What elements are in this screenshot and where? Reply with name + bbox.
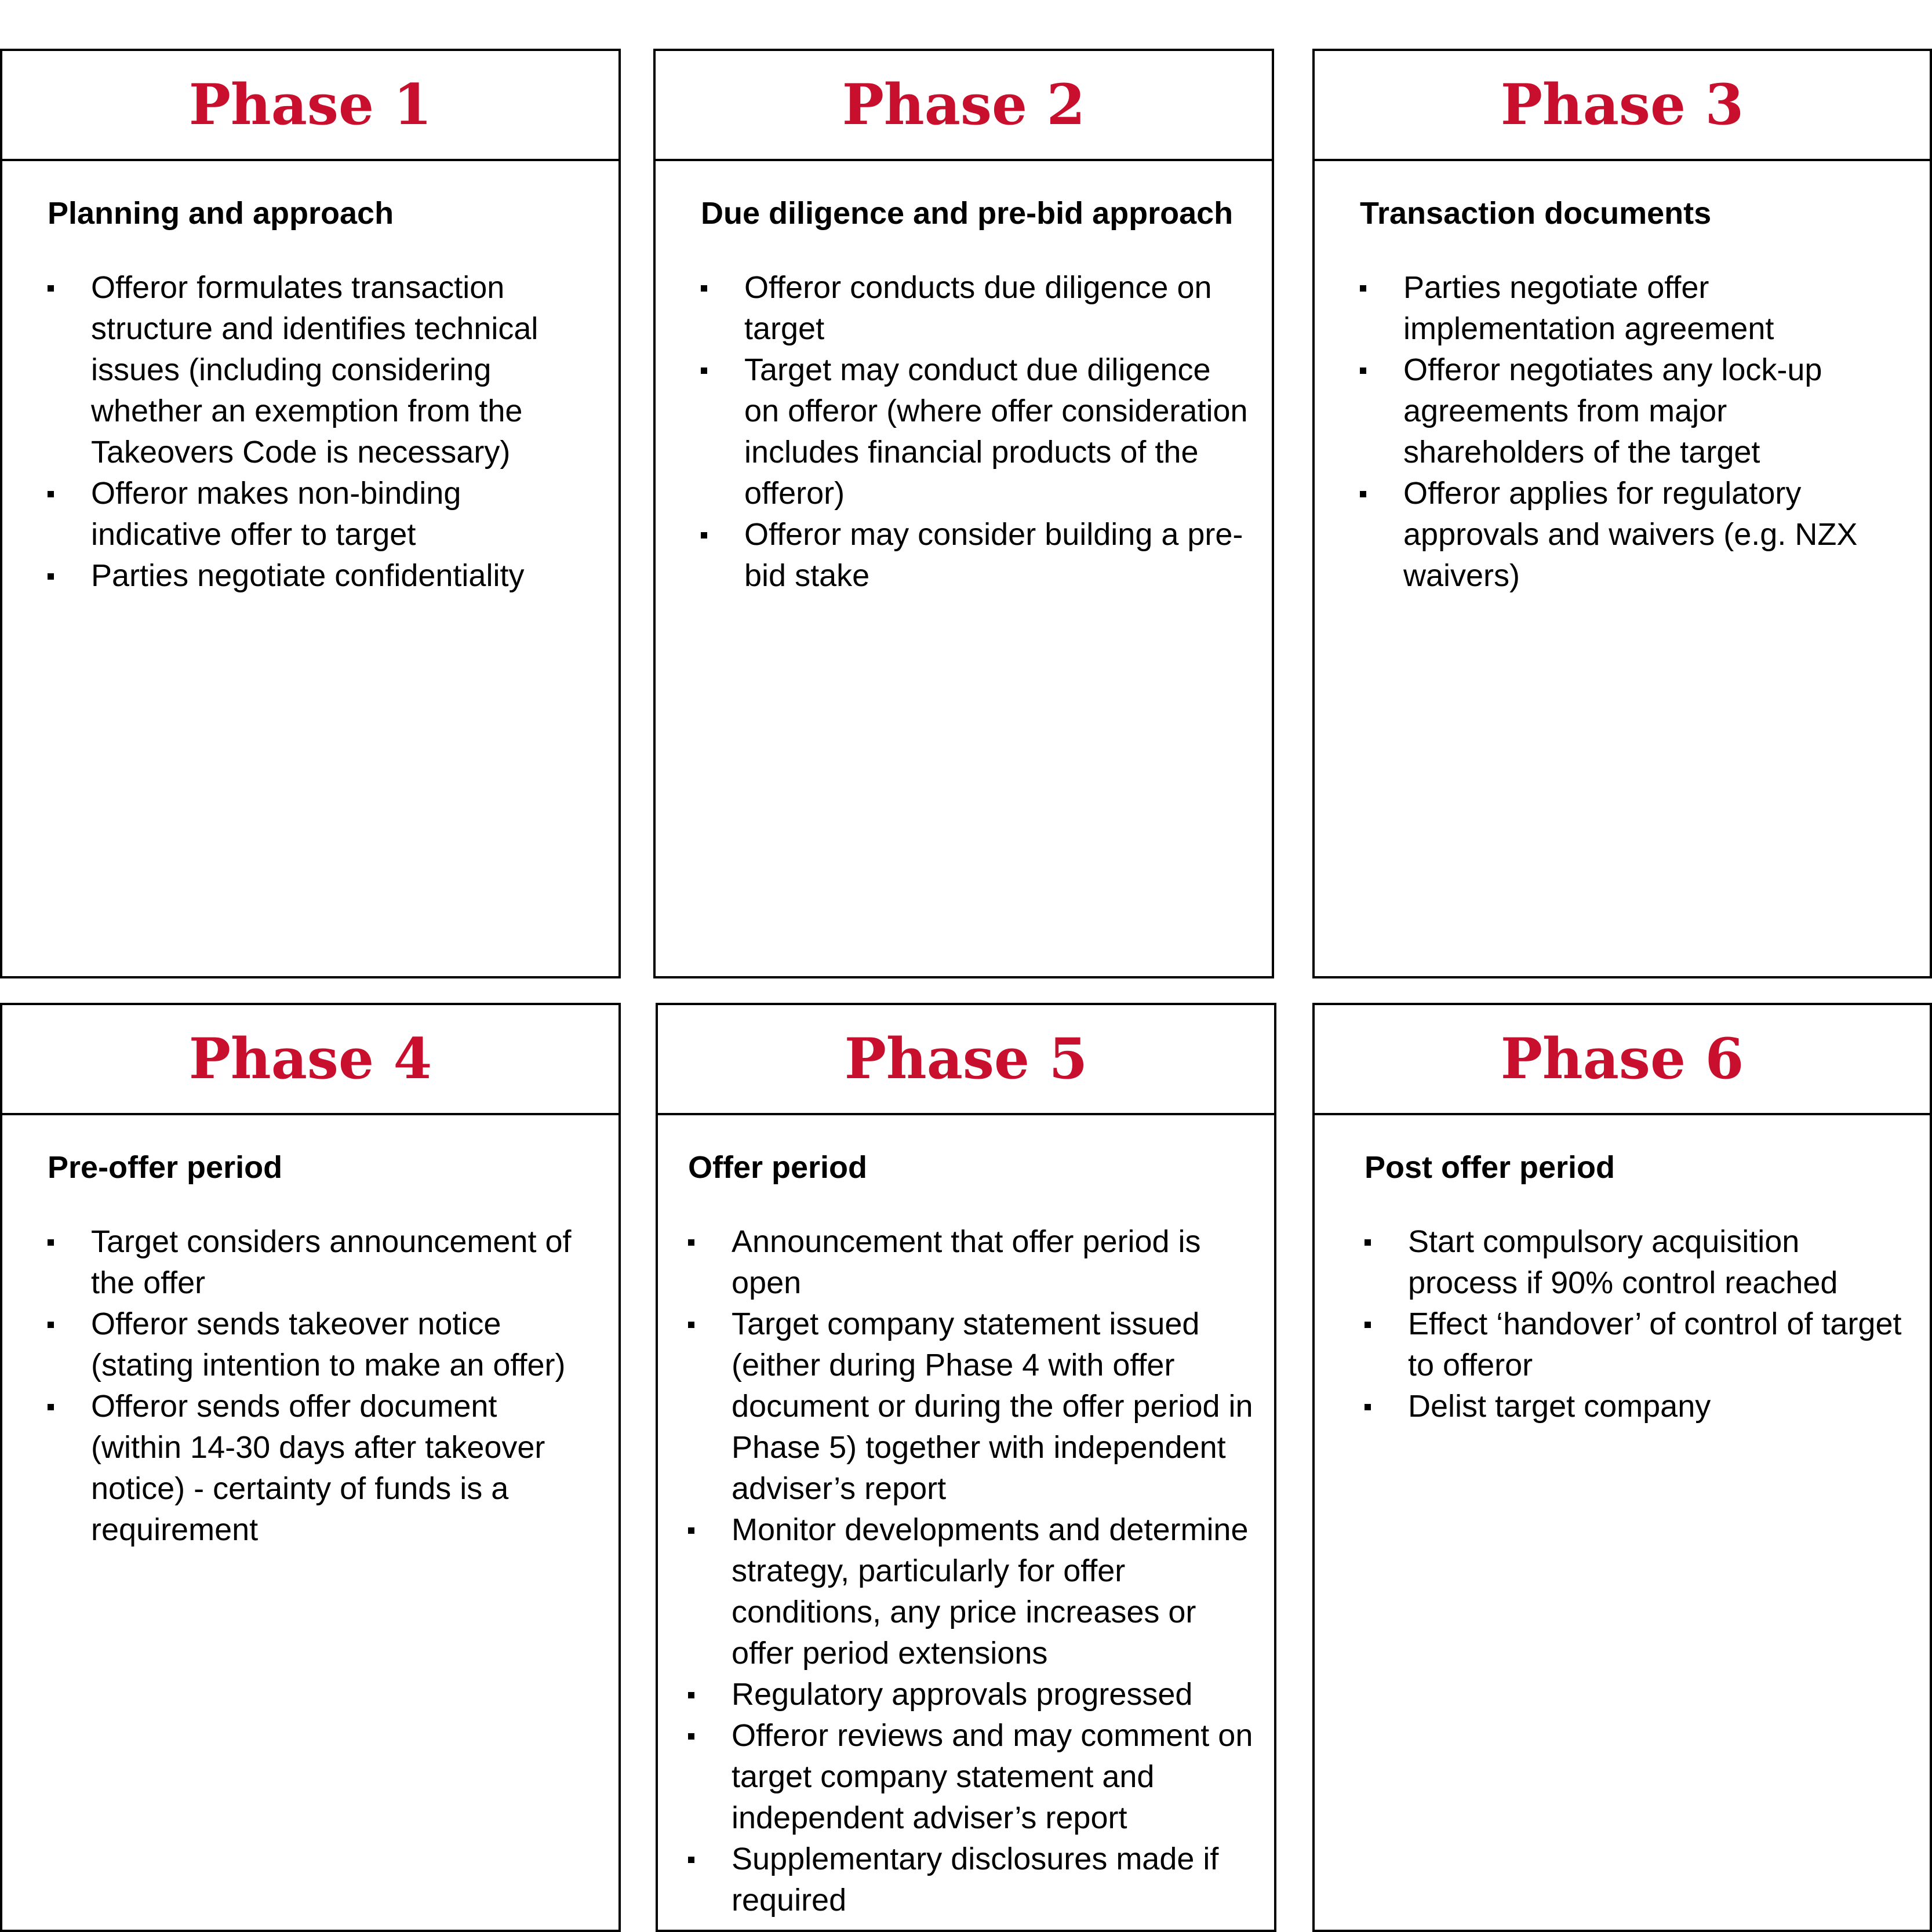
list-item [688,1839,1257,1921]
list-item-text: Offeror applies for regulatory approvals and waivers (e.g. NZX waivers) [1403,475,1858,593]
list-item [48,1386,595,1551]
list-item-text: Delist target company [1408,1388,1711,1424]
square-bullet-icon [701,368,707,374]
list-item [48,1304,595,1386]
list-item-text: Target may conduct due diligence on offeror (where offer consideration includes financial products of the offeror) [744,352,1248,511]
phase-6-header [1315,1005,1930,1115]
list-item [1360,350,1906,473]
list-item-text: Offeror sends offer document (within 14-30 days after takeover notice) - certainty of funds is a requirement [91,1388,545,1547]
phase-3-header [1315,51,1930,161]
phase-2-body [656,161,1272,596]
list-item-text: Parties negotiate offer implementation agreement [1403,270,1774,346]
list-item-text: Monitor developments and determine strategy, particularly for offer conditions, any price increases or offer period extensions [732,1512,1249,1671]
phase-5-header [658,1005,1274,1115]
square-bullet-icon [1360,491,1366,497]
square-bullet-icon [1360,285,1366,292]
square-bullet-icon [688,1857,694,1863]
list-item-text: Regulatory approvals progressed [732,1676,1193,1712]
list-item-text: Target company statement issued (either during Phase 4 with offer document or during the offer period in Phase 5) together with independent adviser’s report [732,1306,1253,1506]
list-item [1365,1304,1906,1386]
list-item [701,267,1249,350]
phase-5-body [658,1115,1274,1921]
list-item-text: Offeror may consider building a pre-bid stake [744,516,1243,593]
square-bullet-icon [48,491,54,497]
phase-2-box [653,49,1274,978]
square-bullet-icon [688,1322,694,1328]
square-bullet-icon [688,1692,694,1698]
list-item [1365,1386,1906,1427]
list-item [688,1509,1257,1674]
phase-4-header [2,1005,618,1115]
phase-6-subtitle: Post offer period [1365,1150,1616,1185]
list-item [688,1674,1257,1715]
phase-1-box [0,49,621,978]
square-bullet-icon [48,285,54,292]
list-item-text: Start compulsory acquisition process if 90% control reached [1408,1224,1838,1300]
phase-3-list [1360,267,1906,596]
list-item-text: Offeror makes non-binding indicative offer to target [91,475,461,552]
phase-5-subtitle: Offer period [688,1150,868,1185]
list-item-text: Offeror formulates transaction structure and identifies technical issues (including considering whether an exemption from the Takeovers Code is necessary) [91,270,539,470]
phase-6-title: Phase 6 [1500,1026,1744,1091]
square-bullet-icon [48,1239,54,1246]
phase-6-list [1365,1221,1906,1427]
square-bullet-icon [701,285,707,292]
list-item-text: Offeror conducts due diligence on target [744,270,1212,346]
list-item-text: Effect ‘handover’ of control of target to offeror [1408,1306,1902,1382]
phase-3-subtitle: Transaction documents [1360,196,1712,231]
square-bullet-icon [48,1404,54,1410]
phase-2-title: Phase 2 [842,72,1086,137]
phase-1-list [48,267,595,596]
phase-6-body [1315,1115,1930,1427]
phase-3-box [1312,49,1932,978]
list-item [701,350,1249,514]
square-bullet-icon [48,573,54,580]
phase-5-box [656,1003,1276,1932]
list-item-text: Parties negotiate confidentiality [91,558,525,593]
phase-1-title: Phase 1 [188,72,432,137]
list-item [688,1715,1257,1839]
list-item [1360,267,1906,350]
square-bullet-icon [1365,1322,1371,1328]
phase-5-list [688,1221,1257,1921]
phase-3-body [1315,161,1930,596]
square-bullet-icon [688,1733,694,1740]
square-bullet-icon [701,532,707,539]
phase-1-header [2,51,618,161]
list-item-text: Offeror reviews and may comment on target company statement and independent adviser’s report [732,1718,1253,1835]
list-item [688,1221,1257,1304]
phase-3-title: Phase 3 [1500,72,1744,137]
list-item [48,473,595,555]
square-bullet-icon [688,1239,694,1246]
phase-4-box [0,1003,621,1932]
list-item [1365,1221,1906,1304]
phase-6-box [1312,1003,1932,1932]
phase-5-title: Phase 5 [844,1026,1088,1091]
phase-4-title: Phase 4 [188,1026,432,1091]
list-item-text: Target considers announcement of the offer [91,1224,572,1300]
phase-2-header [656,51,1272,161]
phase-2-subtitle: Due diligence and pre-bid approach [701,196,1234,231]
phase-1-body [2,161,618,596]
phase-4-subtitle: Pre-offer period [48,1150,283,1185]
list-item [1360,473,1906,596]
list-item [688,1304,1257,1509]
list-item [701,514,1249,596]
list-item-text: Offeror sends takeover notice (stating intention to make an offer) [91,1306,566,1382]
square-bullet-icon [48,1322,54,1328]
square-bullet-icon [1360,368,1366,374]
square-bullet-icon [688,1527,694,1534]
phase-1-subtitle: Planning and approach [48,196,394,231]
square-bullet-icon [1365,1239,1371,1246]
list-item-text: Offeror negotiates any lock-up agreements from major shareholders of the target [1403,352,1822,470]
list-item-text: Announcement that offer period is open [732,1224,1201,1300]
phase-4-body [2,1115,618,1551]
square-bullet-icon [1365,1404,1371,1410]
phase-4-list [48,1221,595,1551]
list-item [48,267,595,473]
list-item [48,1221,595,1304]
phase-2-list [701,267,1249,596]
list-item-text: Supplementary disclosures made if required [732,1841,1219,1918]
list-item [48,555,595,596]
